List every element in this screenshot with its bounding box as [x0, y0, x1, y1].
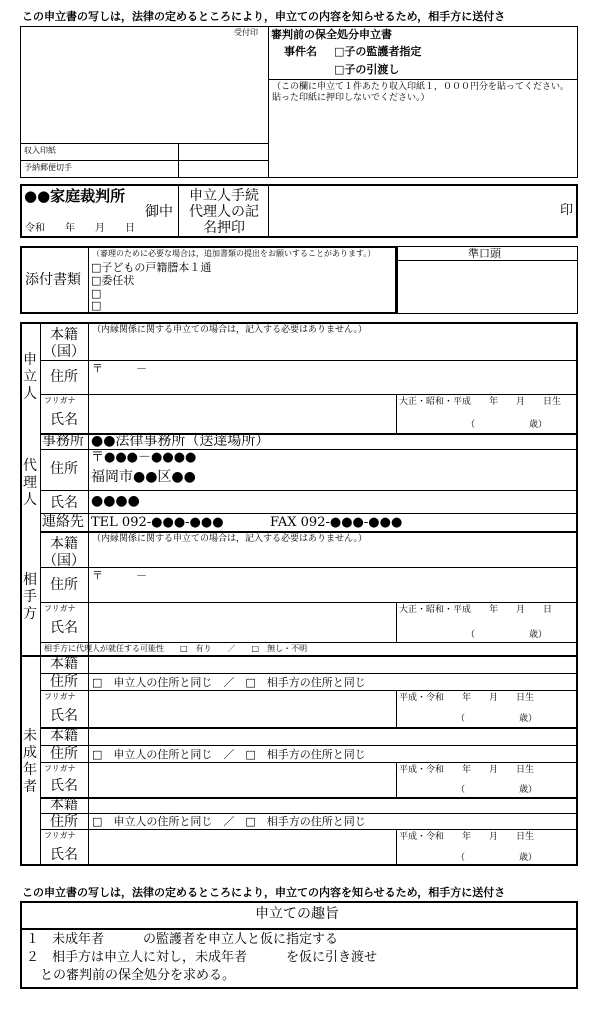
minor-2-birth-field[interactable]: 平成・令和 年 月 日生	[399, 765, 535, 775]
purpose-line-2: ２ 相手方は申立人に対し，未成年者 を仮に引き渡せ	[26, 950, 378, 965]
minor-3-name-label: 氏名	[50, 847, 78, 863]
petitioner-furigana-label: フリガナ	[44, 396, 76, 405]
respondent-age-field[interactable]: （ 歳）	[466, 630, 548, 640]
petitioner-honseki-note: （内縁関係に関する申立ての場合は，記入する必要はありません。）	[92, 325, 368, 335]
minor-3-address-label: 住所	[50, 814, 78, 830]
agent-contact-label: 連絡先	[42, 514, 84, 530]
attachment-item-family-register[interactable]: □子どもの戸籍謄本１通	[91, 261, 212, 274]
case-option-handover[interactable]: □子の引渡し	[334, 63, 400, 76]
minor-1-age-field[interactable]: （ 歳）	[456, 714, 538, 724]
minor-1-name-label: 氏名	[50, 708, 78, 724]
junkoto-label: 準口頭	[468, 247, 501, 260]
respondent-honseki-note: （内縁関係に関する申立ての場合は，記入する必要はありません。）	[92, 534, 368, 544]
agent-address-value[interactable]: 福岡市●●区●●	[91, 469, 196, 485]
minor-1-birth-field[interactable]: 平成・令和 年 月 日生	[399, 693, 535, 703]
purpose-line-1: １ 未成年者 の監護者を申立人と仮に指定する	[26, 932, 339, 947]
agent-label: 代理人	[23, 458, 37, 508]
agent-seal-label: 申立人手続代理人の記名押印	[189, 188, 259, 236]
petitioner-label: 申立人	[23, 352, 37, 402]
petitioner-honseki-label: 本籍（国）	[43, 327, 85, 357]
minor-1-furigana-label: フリガナ	[44, 692, 76, 701]
respondent-address-label: 住所	[50, 577, 78, 593]
attachment-item-power-of-attorney[interactable]: □委任状	[91, 274, 135, 287]
minor-3-furigana-label: フリガナ	[44, 831, 76, 840]
agent-address-label: 住所	[50, 461, 78, 477]
petitioner-birth-field[interactable]: 大正・昭和・平成 年 月 日生	[399, 397, 562, 407]
minor-1-address-options[interactable]: □ 申立人の住所と同じ ／ □ 相手方の住所と同じ	[92, 676, 366, 689]
agent-zip-value[interactable]: 〒●●●－●●●●	[91, 450, 197, 465]
agent-office-label: 事務所	[42, 433, 84, 449]
petitioner-address-label: 住所	[50, 369, 78, 385]
minor-3-honseki-label: 本籍	[50, 797, 78, 813]
filing-date[interactable]: 令和 年 月 日	[25, 223, 135, 234]
agent-fax-value[interactable]: FAX 092-●●●-●●●	[270, 515, 403, 530]
minor-1-address-label: 住所	[50, 674, 78, 690]
respondent-agent-note[interactable]: 相手方に代理人が就任する可能性 □ 有り ／ □ 無し・不明	[44, 644, 308, 653]
court-name: ●●家庭裁判所	[24, 187, 126, 205]
minor-2-honseki-label: 本籍	[50, 728, 78, 744]
attachment-item-blank[interactable]: □	[91, 287, 102, 300]
seal-mark: 印	[560, 203, 574, 218]
attachments-label: 添付書類	[25, 272, 81, 288]
agent-name-label: 氏名	[50, 495, 78, 511]
attachment-item-blank[interactable]: □	[91, 299, 102, 312]
minor-2-age-field[interactable]: （ 歳）	[456, 785, 538, 795]
minor-3-birth-field[interactable]: 平成・令和 年 月 日生	[399, 832, 535, 842]
agent-office-value[interactable]: ●●法律事務所（送達場所）	[91, 433, 270, 449]
minor-2-address-label: 住所	[50, 746, 78, 762]
received-stamp-label: 受付印	[234, 28, 258, 37]
purpose-title: 申立ての趣旨	[255, 906, 339, 922]
minors-label: 未成年者	[23, 728, 37, 795]
minor-2-name-label: 氏名	[50, 778, 78, 794]
agent-name-value[interactable]: ●●●●	[91, 493, 140, 509]
minor-2-furigana-label: フリガナ	[44, 764, 76, 773]
minor-3-address-options[interactable]: □ 申立人の住所と同じ ／ □ 相手方の住所と同じ	[92, 815, 366, 828]
purpose-line-3: との審判前の保全処分を求める。	[40, 968, 236, 983]
gochu-text: 御中	[145, 204, 173, 220]
petitioner-age-field[interactable]: （ 歳）	[466, 420, 548, 430]
minor-1-honseki-label: 本籍	[50, 656, 78, 672]
case-label: 事件名	[284, 45, 317, 58]
stamp-note: （この欄に申立て１件あたり収入印紙１，０００円分を貼ってください。貼った印紙に押印しないでください。）	[272, 82, 570, 103]
case-option-custody[interactable]: □子の監護者指定	[334, 45, 422, 58]
respondent-honseki-label: 本籍（国）	[43, 536, 85, 566]
postage-label: 予納郵便切手	[24, 163, 72, 172]
petitioner-zip-field[interactable]: 〒 －	[92, 362, 147, 375]
minor-3-age-field[interactable]: （ 歳）	[456, 853, 538, 863]
petitioner-name-label: 氏名	[50, 412, 78, 428]
attachments-note: （審理のために必要な場合は，追加書類の提出をお願いすることがあります。）	[92, 249, 376, 258]
notice-text-bottom: この申立書の写しは，法律の定めるところにより，申立ての内容を知らせるため，相手方に送付さ	[22, 886, 506, 899]
respondent-label: 相手方	[23, 572, 37, 622]
agent-tel-value[interactable]: TEL 092-●●●-●●●	[91, 515, 224, 530]
revenue-stamp-label: 収入印紙	[24, 146, 56, 155]
respondent-name-label: 氏名	[50, 620, 78, 636]
respondent-birth-field[interactable]: 大正・昭和・平成 年 月 日	[399, 605, 553, 615]
document-title: 審判前の保全処分申立書	[271, 28, 392, 41]
minor-2-address-options[interactable]: □ 申立人の住所と同じ ／ □ 相手方の住所と同じ	[92, 748, 366, 761]
respondent-zip-field[interactable]: 〒 －	[92, 569, 147, 582]
respondent-furigana-label: フリガナ	[44, 604, 76, 613]
notice-text: この申立書の写しは，法律の定めるところにより，申立ての内容を知らせるため，相手方に送付さ	[22, 10, 506, 23]
